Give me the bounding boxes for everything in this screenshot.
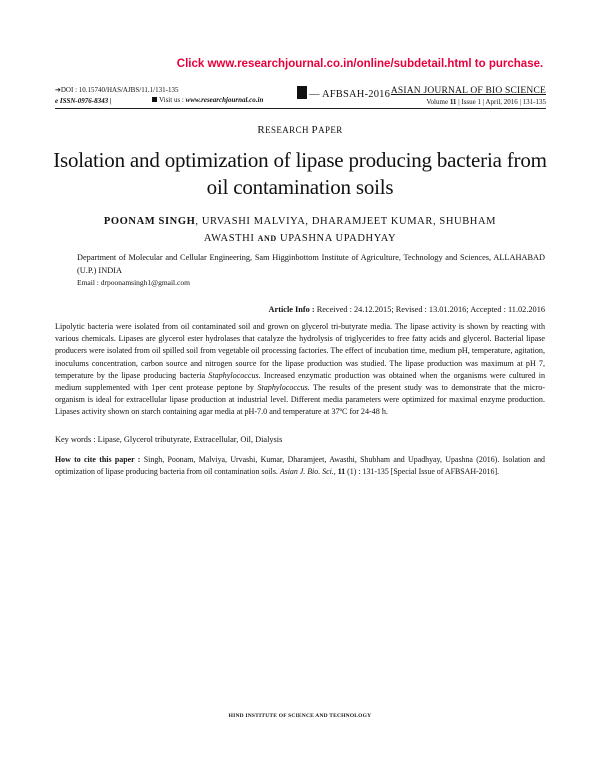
paper-type-rest2: APER [318,125,343,135]
square-bullet-icon [152,97,157,102]
received-date: Received : 24.12.2015; [316,305,394,314]
header-divider [55,108,546,109]
author-first: POONAM SINGH [103,216,196,227]
author-and: AND [257,234,277,243]
author-last: UPASHNA UPADHYAY [280,233,397,244]
cite-rest: (1) : 131-135 [Special Issue of AFBSAH-2016]. [347,467,500,477]
volume-prefix: Volume [426,98,449,106]
paper-type-cap2: P [311,124,319,136]
abstract-species1: Staphylococcus. [208,370,261,380]
author-others: , URVASHI MALVIYA, DHARAMJEET KUMAR, SHUBHAM AWASTHI [195,216,497,244]
purchase-link[interactable]: Click www.researchjournal.co.in/online/subdetail.html to purchase. [176,58,544,70]
dash: — [309,89,322,100]
visitors-line [152,96,263,104]
paper-type-cap1: R [257,124,266,136]
abstract [55,321,545,419]
conference-tag [297,86,390,100]
paper-type-rest1: ESEARCH [265,125,309,135]
volume-rest: | Issue 1 | April, 2016 | 131-135 [458,98,546,106]
authors [80,213,520,247]
affiliation-text: Department of Molecular and Cellular Engineering, Sam Higginbottom Institute of Agriculture, Technology and Sciences, ALLAHABAD (U.P.) INDIA [77,253,545,275]
volume-line [391,97,546,108]
paper-type [0,124,600,136]
black-block-icon [297,86,307,99]
author-email[interactable]: Email : drpoonamsingh1@gmail.com [77,278,190,287]
arrow-icon: ➔ [55,86,61,94]
cite-journal: Asian J. Bio. Sci., [279,467,336,477]
accepted-date: Accepted : 11.02.2016 [470,305,545,314]
conference-name: AFBSAH-2016 [321,89,391,100]
issn-text: e ISSN-0976-8343 | [55,97,112,105]
cite-label: How to cite this paper : [55,455,141,464]
article-info-label: Article Info : [268,305,315,314]
publisher-footer: HIND INSTITUTE OF SCIENCE AND TECHNOLOGY [228,713,372,719]
article-info [269,305,545,314]
doi-line [55,85,178,96]
paper-title: Isolation and optimization of lipase producing bacteria from oil contamination soils [53,148,547,199]
doi-text: DOI : 10.15740/HAS/AJBS/11.1/131-135 [60,86,179,94]
abstract-species2: Staphylococcus. [257,383,310,393]
cite-volume: 11 [337,467,346,477]
abstract-part3: The results of the present study was to demonstrate that the micro-organism is ideal for extracellular lipase production at industrial level. Different media parameters were optimized for maximal enzyme production. Lipases activity shown on starch containing agar media at pH-7.0 and temperature at 37ºC for 24-48 h. [55,383,546,417]
journal-block [391,86,546,108]
journal-name: ASIAN JOURNAL OF BIO SCIENCE [390,86,546,96]
affiliation [77,252,545,290]
visitors-site[interactable]: www.researchjournal.co.in [185,96,264,104]
volume-number: 11 [449,98,457,106]
revised-date: Revised : 13.01.2016; [395,305,469,314]
cite-text: Singh, Poonam, Malviya, Urvashi, Kumar, Dharamjeet, Awasthi, Shubham and Upadhyay, Upashna (2016). Isolation and optimization of lipase producing bacteria from oil contamination soils. [55,455,545,477]
abstract-part1: Lipolytic bacteria were isolated from oil contaminated soil and grown on glycerol tri-butyrate media. The lipase activity is shown by reacting with various chemicals. Lipases are glycerol ester hydrolases that catalyze the hydrolysis of triglycerides to free fatty acids and glycerol. Bacterial lipase producers were isolated from oil spilled soil from vegetable oil processing factories. The effect of incubation time, medium pH, temperature, agitation, inoculums concentration, carbon source and nitrogen source for the lipase production was studied. The lipase production was maximum at pH 7, temperature by the lipase producing bacteria [55,322,545,380]
abstract-part2: Increased enzymatic production was obtained when the organisms were cultured in medium supplemented with 1per cent protease peptone by [55,370,546,393]
visitors-label: Visit us : [159,96,184,104]
keywords: Key words : Lipase, Glycerol tributyrate, Extracellular, Oil, Dialysis [55,435,283,444]
citation [55,454,545,478]
